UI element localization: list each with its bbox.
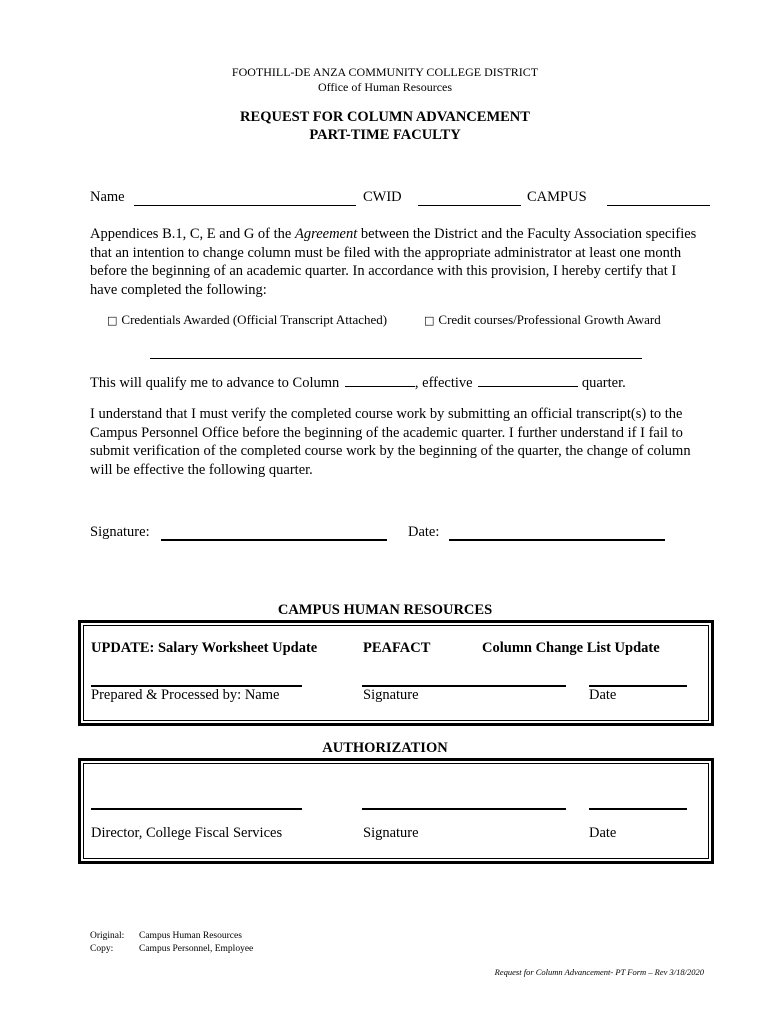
auth-signature-label: Signature — [363, 825, 419, 841]
agreement-term: Agreement — [294, 226, 358, 242]
qualify-suffix: quarter. — [581, 375, 626, 391]
qualify-prefix: This will qualify me to advance to Column — [90, 375, 340, 391]
signature-label: Signature: — [90, 524, 150, 540]
auth-date-field[interactable] — [589, 808, 687, 810]
qualify-mid: , effective — [414, 375, 473, 391]
option-credit-courses-label: Credit courses/Professional Growth Award — [438, 312, 661, 327]
course-description-field[interactable] — [150, 358, 642, 359]
understand-paragraph: I understand that I must verify the completed course work by submitting an official transcript(s) to the Campus Personnel Office before the beginning of the academic quarter. I further understand if I fail to submit verification of the completed course work by the beginning of the quarter, the change of column will be effective the following quarter. — [90, 406, 691, 478]
option-credentials-label: Credentials Awarded (Official Transcript Attached) — [121, 312, 388, 327]
prepared-label: Prepared & Processed by: Name — [91, 687, 280, 703]
hr-date-label: Date — [589, 687, 617, 703]
hr-signature-label: Signature — [363, 687, 419, 703]
signature-field[interactable] — [161, 539, 387, 541]
intro-paragraph — [90, 225, 700, 299]
column-change-label: Column Change List Update — [482, 640, 660, 656]
district-name: FOOTHILL-DE ANZA COMMUNITY COLLEGE DISTRICT — [231, 65, 539, 79]
director-label: Director, College Fiscal Services — [91, 825, 283, 841]
original-label: Original: — [90, 931, 125, 941]
form-title-line1: REQUEST FOR COLUMN ADVANCEMENT — [240, 109, 530, 125]
hr-section-box — [78, 620, 714, 726]
cwid-field[interactable] — [418, 205, 521, 206]
effective-quarter-field[interactable] — [478, 373, 578, 387]
hr-section-heading: CAMPUS HUMAN RESOURCES — [277, 602, 493, 618]
director-field[interactable] — [91, 808, 302, 810]
update-label: UPDATE: Salary Worksheet Update — [91, 640, 318, 656]
office-name: Office of Human Resources — [317, 80, 453, 94]
option-credentials[interactable] — [107, 312, 387, 328]
column-field[interactable] — [345, 373, 415, 387]
cwid-label: CWID — [363, 189, 402, 205]
auth-date-label: Date — [589, 825, 617, 841]
campus-field[interactable] — [607, 205, 710, 206]
intro-text-part2: between the District and the Faculty Association specifies that an intention to change column must be filed with the appropriate administrator at least one month before the beginning of an academic quarter. In accordance with this provision, I hereby certify that I have completed the following: — [90, 226, 697, 298]
peafact-label: PEAFACT — [363, 640, 431, 656]
intro-text-part1: Appendices B.1, C, E and G of the — [90, 226, 295, 242]
copy-label: Copy: — [90, 944, 114, 954]
date-label: Date: — [408, 524, 440, 540]
date-field[interactable] — [449, 539, 665, 541]
form-title-line2: PART-TIME FACULTY — [309, 127, 461, 143]
form-id-footer: Request for Column Advancement- PT Form – Rev 3/18/2020 — [494, 967, 704, 977]
campus-label: CAMPUS — [527, 189, 587, 205]
checkbox-icon[interactable]: □ — [107, 314, 118, 327]
original-value: Campus Human Resources — [139, 931, 242, 941]
name-field[interactable] — [134, 205, 356, 206]
copy-value: Campus Personnel, Employee — [139, 944, 254, 954]
authorization-heading: AUTHORIZATION — [322, 740, 448, 756]
option-credit-courses[interactable] — [424, 312, 661, 328]
auth-signature-field[interactable] — [362, 808, 566, 810]
qualify-sentence — [90, 373, 626, 392]
checkbox-icon[interactable]: □ — [424, 314, 435, 327]
authorization-box — [78, 758, 714, 864]
name-label: Name — [90, 189, 125, 205]
